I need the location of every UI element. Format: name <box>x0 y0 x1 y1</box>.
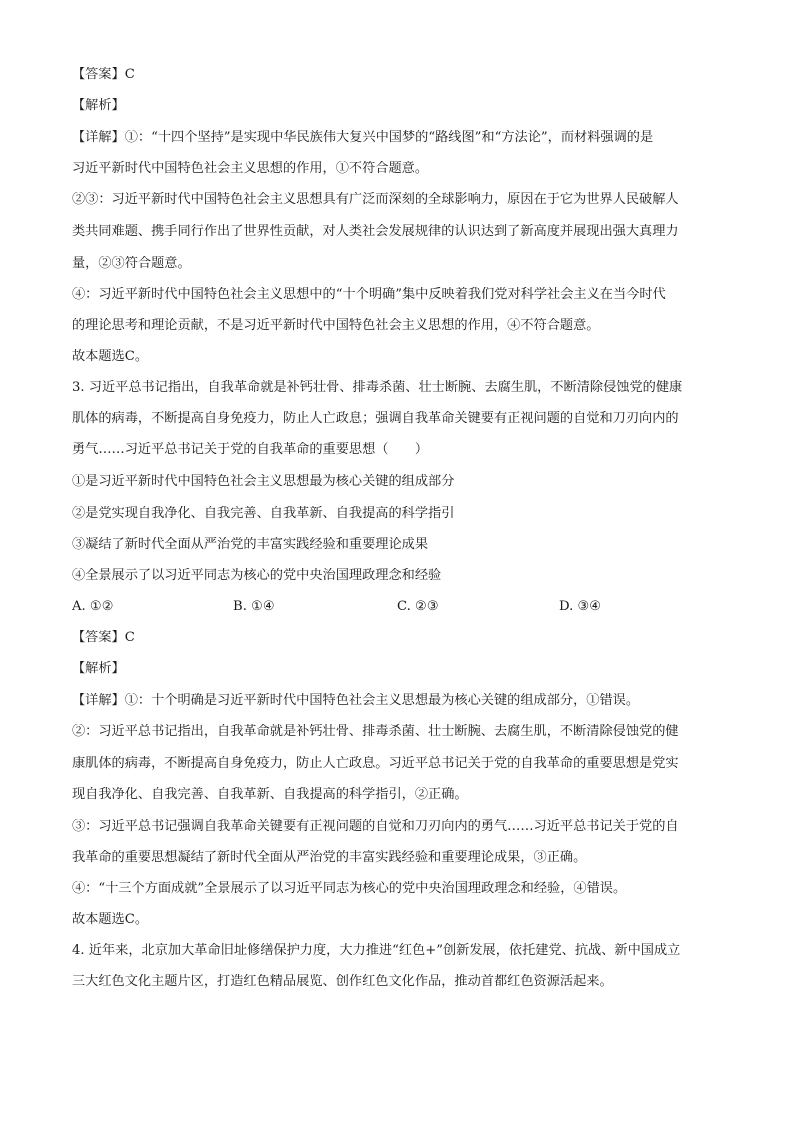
question-3-stem: 肌体的病毒，不断提高自身免疫力，防止人亡政息；强调自我革命关键要有正视问题的自觉和刀刃向内的 <box>72 411 679 426</box>
text-line: 的理论思考和理论贡献，不是习近平新时代中国特色社会主义思想的作用，④不符合题意。 <box>72 318 600 333</box>
option-c[interactable]: C. ②③ <box>397 599 439 614</box>
option-a[interactable]: A. ①② <box>72 599 114 614</box>
text-line: ②③：习近平新时代中国特色社会主义思想具有广泛而深刻的全球影响力，原因在于它为世界人民破解人 <box>72 192 679 207</box>
text-line: 康肌体的病毒，不断提高自身免疫力，防止人亡政息。习近平总书记关于党的自我革命的重要思想是党实 <box>72 756 679 771</box>
text-line: 我革命的重要思想凝结了新时代全面从严治党的丰富实践经验和重要理论成果，③正确。 <box>72 850 587 865</box>
text-line: ③：习近平总书记强调自我革命关键要有正视问题的自觉和刀刃向内的勇气……习近平总书记关于党的自 <box>72 819 679 834</box>
text-line: 习近平新时代中国特色社会主义思想的作用，①不符合题意。 <box>72 161 429 176</box>
question-3-stem: 3. 习近平总书记指出，自我革命就是补钙壮骨、排毒杀菌、壮士断腕、去腐生肌，不断清除侵蚀党的健康 <box>72 380 683 395</box>
text-line: ④：习近平新时代中国特色社会主义思想中的“十个明确”集中反映着我们党对科学社会主义在当今时代 <box>72 287 666 302</box>
text-line: 类共同难题、携手同行作出了世界性贡献，对人类社会发展规律的认识达到了新高度并展现出强大真理力 <box>72 224 679 239</box>
option-d[interactable]: D. ③④ <box>559 599 602 614</box>
text-line: 【详解】①：“十四个坚持”是实现中华民族伟大复兴中国梦的“路线图”和“方法论”，而材料强调的是 <box>72 130 654 145</box>
statement-item: ④全景展示了以习近平同志为核心的党中央治国理政理念和经验 <box>72 568 442 583</box>
answer-options <box>72 599 672 615</box>
statement-item: ①是习近平新时代中国特色社会主义思想最为核心关键的组成部分 <box>72 474 455 489</box>
option-b[interactable]: B. ①④ <box>233 599 275 614</box>
text-line: ④：“十三个方面成就”全景展示了以习近平同志为核心的党中央治国理政理念和经验，④错误。 <box>72 881 627 896</box>
analysis-label: 【解析】 <box>72 98 125 113</box>
text-line: 【详解】①：十个明确是习近平新时代中国特色社会主义思想最为核心关键的组成部分，①错误。 <box>72 693 640 708</box>
conclusion-line: 故本题选C。 <box>72 349 149 364</box>
text-line: 量，②③符合题意。 <box>72 256 191 271</box>
answer-label: 【答案】C <box>72 67 135 82</box>
statement-item: ③凝结了新时代全面从严治党的丰富实践经验和重要理论成果 <box>72 537 429 552</box>
text-line: ②：习近平总书记指出，自我革命就是补钙壮骨、排毒杀菌、壮士断腕、去腐生肌，不断清除侵蚀党的健 <box>72 724 679 739</box>
conclusion-line: 故本题选C。 <box>72 912 149 927</box>
question-3-stem: 勇气……习近平总书记关于党的自我革命的重要思想（ ） <box>72 442 429 457</box>
statement-item: ②是党实现自我净化、自我完善、自我革新、自我提高的科学指引 <box>72 506 455 521</box>
answer-label: 【答案】C <box>72 630 135 645</box>
analysis-label: 【解析】 <box>72 661 125 676</box>
question-4-stem: 三大红色文化主题片区，打造红色精品展览、创作红色文化作品，推动首都红色资源活起来。 <box>72 974 613 989</box>
question-4-stem: 4. 近年来，北京加大革命旧址修缮保护力度，大力推进“红色+”创新发展，依托建党、抗战、新中国成立 <box>72 943 681 958</box>
text-line: 现自我净化、自我完善、自我革新、自我提高的科学指引，②正确。 <box>72 787 468 802</box>
